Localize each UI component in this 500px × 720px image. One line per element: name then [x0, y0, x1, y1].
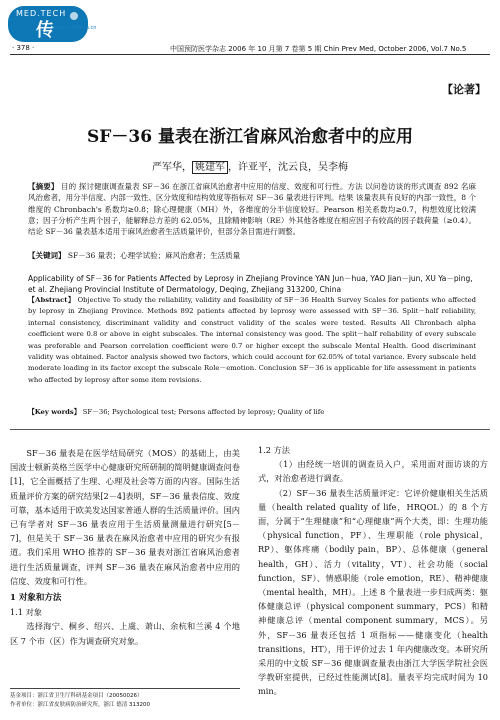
affiliation-note: 作者单位：浙江省皮肤病防治研究所，浙江 德清 313200 — [10, 702, 150, 708]
journal-header: 中国预防医学杂志 2006 年 10 月第 7 卷第 5 期 Chin Prev Med, October 2006, Vol.7 No.5 — [170, 45, 467, 53]
logo-character: 传 — [36, 20, 54, 41]
body-right-column — [258, 443, 488, 699]
page-number: · 378 · — [12, 44, 35, 52]
abstract-cn-label: 【摘要】 — [28, 182, 59, 191]
keywords-en-text: SF－36; Psychological test; Persons affected by leprosy; Quality of life — [80, 408, 325, 416]
abstract-divider — [10, 429, 490, 430]
body-left-column — [10, 446, 240, 648]
logo-url: www.meditech.cn — [52, 25, 97, 31]
author-boxed: 姚建军 — [192, 161, 228, 174]
authors — [0, 158, 500, 173]
logo-brand: MED.TECH — [16, 9, 67, 18]
abstract-en-label: 【Abstract】 — [28, 296, 76, 304]
abstract-cn — [28, 181, 476, 237]
journal-logo — [8, 6, 88, 42]
article-title: SF－36 量表在浙江省麻风治愈者中的应用 — [87, 127, 413, 147]
logo-dot-icon — [70, 12, 78, 20]
abstract-en — [28, 295, 476, 386]
english-title: Applicability of SF－36 for Patients Affected by Leprosy in Zhejiang Province YAN Jun－hua, YAO Jian－jun, XU Ya－ping, et al. Zhejiang Provincial Institute of Dermatology, Deqing, Zhejiang 313200, China — [28, 274, 473, 294]
subsection-heading-methods: 1.2 方法 — [258, 445, 290, 455]
section-tag: 【论著】 — [442, 83, 486, 96]
subsection-heading-subjects: 1.1 对象 — [10, 607, 42, 618]
author-list-start: 严军华， — [152, 162, 192, 173]
keywords-en — [28, 407, 476, 418]
abstract-en-text: Objective To study the reliability, validity and feasibility of SF－36 Health Survey Scales for patients who affected by leprosy in Zhejiang Province. Methods 892 patients affected by leprosy were assessed with SF－36. Split－half reliability, internal consistency, discriminant validity and construct validity of the scales were tested. Results All Chronbach alpha coefficient were 0.8 or above in eight subscales. The internal consistency was good. The split－half reliability of every subscale was preferable and Pearson correlation coefficient were 0.7 or higher except the subscale Mental Health. Good discriminant validity was obtained. Factor analysis showed two factors, which could account for 62.05% of total variance. Every subscale held moderate loading in its factor except the subscale Role－emotion. Conclusion SF－36 is applicable for life assessment in patients who affected by leprosy after some item revisions. — [28, 296, 476, 384]
footnote — [10, 688, 240, 710]
keywords-cn — [28, 250, 476, 261]
methods-paragraph-2: （2）SF－36 量表生活质量评定：它评价健康相关生活质量（health related quality of life，HRQOL）的 8 个方面，分属于“生理健康”和“心理健康”两个大类，即：生理功能（physical function，PF）、生理职能（role physical，RP）、躯体疼痛（bodily pain，BP）、总体健康（general health，GH）、活力（vitality，VT）、社会功能（social function，SF）、情感职能（role emotion，RE）、精神健康（mental health，MH）。上述 8 个量表进一步归成两类：躯体健康总评（physical component summary，PCS）和精神健康总评（mental component summary，MCS）。另外，SF－36 量表还包括 1 项指标——健康变化（health transitions，HT），用于评价过去 1 年内健康改变。本研究所采用的中文版 SF－36 健康调查量表由浙江大学医学院社会医学教研室提供，已经过性能测试[8]。量表平均完成时间为 10 min。 — [258, 487, 488, 697]
section-heading-methods: 1 对象和方法 — [10, 593, 62, 604]
funding-note: 基金项目：浙江省卫生厅科研基金项目（20050026） — [10, 693, 143, 699]
author-list-end: ，许亚平，沈云良，吴李梅 — [228, 162, 348, 173]
methods-paragraph-1: （1）由经统一培训的调查员入户，采用面对面访谈的方式，对治愈者进行调查。 — [258, 459, 488, 484]
abstract-cn-text: 目的 探讨健康调查量表 SF－36 在浙江省麻风治愈者中应用的信度、效度和可行性。方法 以问卷访谈的形式调查 892 名麻风治愈者，用分半信度、内部一致性、区分效度和结构效度等指标对 SF－36 量表进行评判。结果 该量表具有良好的内部一致性，8 个维度的 Chronbach's 系数均≥0.8；除心理健康（MH）外，各维度的分半信度较好。Pearson 相关系数均≥0.7，构想效度比较满意；因子分析产生两个因子，能解释总方差的 62.05%，且除精神影响（RE）外其他各维度在相应因子有较高的因子载荷量（≥0.4）。结论 SF－36 量表基本适用于麻风治愈者生活质量评价，但部分条目需进行调整。 — [28, 182, 476, 237]
keywords-en-label: 【Key words】 — [28, 408, 81, 416]
subjects-paragraph: 选择海宁、桐乡、绍兴、上虞、萧山、余杭和兰溪 4 个地区 7 个市（区）作为调查研究对象。 — [10, 621, 240, 646]
intro-paragraph: SF－36 量表是在医学结局研究（MOS）的基础上，由美国波士顿新英格兰医学中心健康研究所研制的简明健康调查问卷[1]，它全面概括了生理、心理及社会等方面的内容。国际生活质量评价方案的研究结果[2－4]表明，SF－36 量表信度、效度可靠，基本适用于欧美发达国家普通人群的生活质量评价。国内已有学者对 SF－36 量表应用于生活质量测量进行研究[5－7]，但是关于 SF－36 量表在麻风治愈者中应用的研究少有报道。我们采用 WHO 推荐的 SF－36 量表对浙江省麻风治愈者进行生活质量调查，评判 SF－36 量表在麻风治愈者中应用的信度、效度和可行性。 — [10, 448, 240, 586]
keywords-cn-text: SF－36 量表；心理学试验；麻风治愈者；生活质量 — [65, 251, 241, 260]
keywords-cn-label: 【关键词】 — [28, 251, 66, 260]
header-rule — [10, 54, 490, 55]
